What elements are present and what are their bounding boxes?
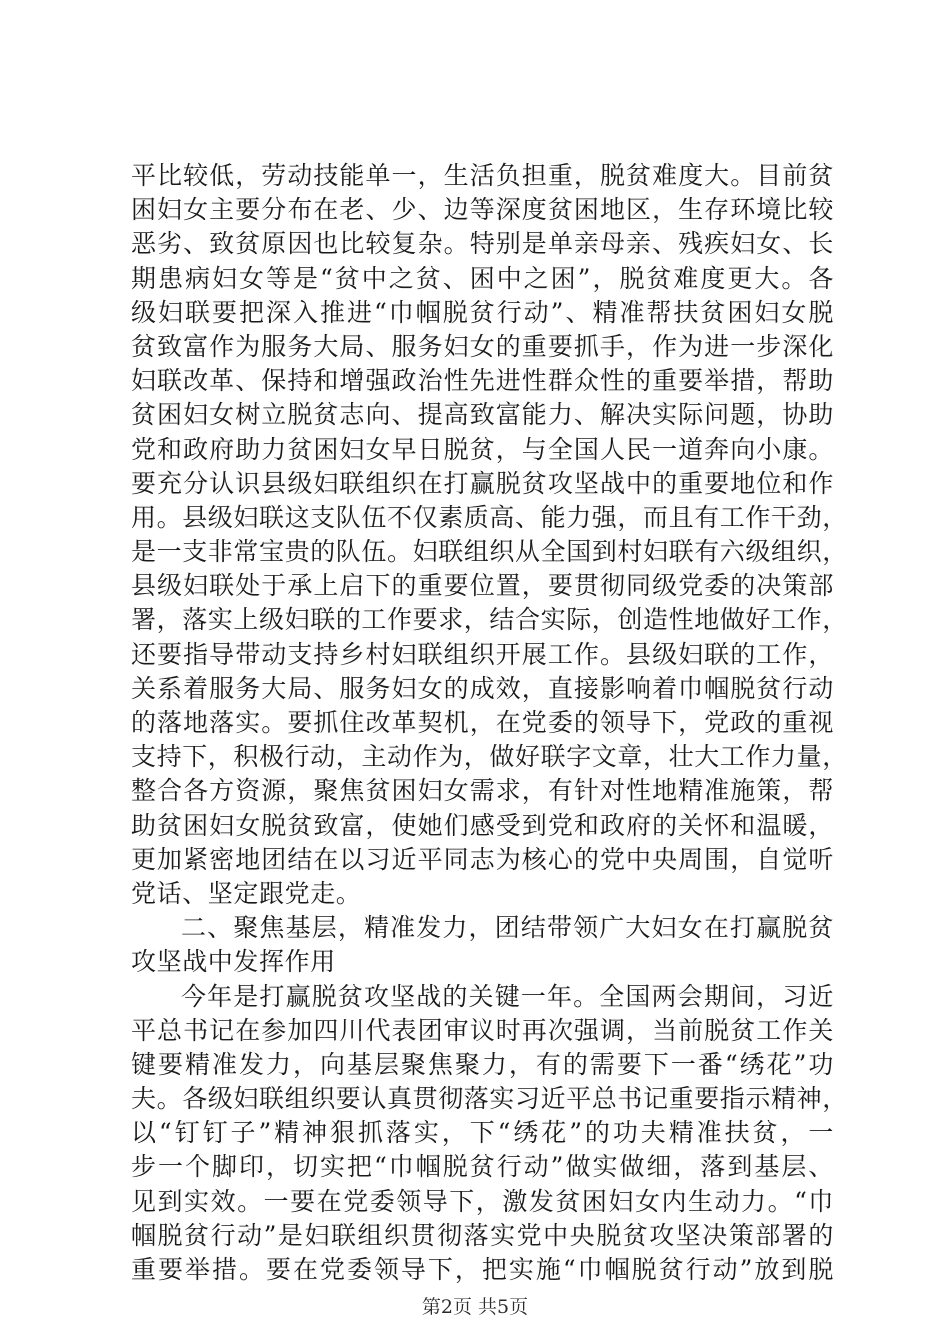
- text-line: 以“钉钉子”精神狠抓落实，下“绣花”的功夫精准扶贫，一: [131, 1118, 834, 1148]
- text-line: 贫困妇女树立脱贫志向、提高致富能力、解决实际问题，协助: [131, 400, 834, 430]
- text-line: 党话、坚定跟党走。: [131, 878, 362, 908]
- text-line: 今年是打赢脱贫攻坚战的关键一年。全国两会期间，习近: [181, 981, 834, 1011]
- text-line: 是一支非常宝贵的队伍。妇联组织从全国到村妇联有六级组织，: [131, 537, 848, 567]
- text-line: 署，落实上级妇联的工作要求，结合实际，创造性地做好工作，: [131, 605, 848, 635]
- text-line: 要充分认识县级妇联组织在打赢脱贫攻坚战中的重要地位和作: [131, 468, 834, 498]
- text-line: 困妇女主要分布在老、少、边等深度贫困地区，生存环境比较: [131, 195, 834, 225]
- text-line: 键要精准发力，向基层聚焦聚力，有的需要下一番“绣花”功: [131, 1049, 834, 1079]
- text-line: 关系着服务大局、服务妇女的成效，直接影响着巾帼脱贫行动: [131, 673, 834, 703]
- text-line: 妇联改革、保持和增强政治性先进性群众性的重要举措，帮助: [131, 366, 834, 396]
- text-line: 级妇联要把深入推进“巾帼脱贫行动”、精准帮扶贫困妇女脱: [131, 297, 834, 327]
- text-line: 县级妇联处于承上启下的重要位置，要贯彻同级党委的决策部: [131, 571, 834, 601]
- page-number-footer: 第2页 共5页: [421, 1296, 529, 1318]
- text-line: 帼脱贫行动”是妇联组织贯彻落实党中央脱贫攻坚决策部署的: [131, 1220, 834, 1250]
- text-line: 平总书记在参加四川代表团审议时再次强调，当前脱贫工作关: [131, 1015, 834, 1045]
- text-line: 党和政府助力贫困妇女早日脱贫，与全国人民一道奔向小康。: [131, 434, 834, 464]
- section-heading-line: 二、聚焦基层，精准发力，团结带领广大妇女在打赢脱贫: [181, 913, 834, 943]
- text-line: 贫致富作为服务大局、服务妇女的重要抓手，作为进一步深化: [131, 331, 834, 361]
- text-line: 夫。各级妇联组织要认真贯彻落实习近平总书记重要指示精神，: [131, 1084, 848, 1114]
- text-line: 用。县级妇联这支队伍不仅素质高、能力强，而且有工作干劲，: [131, 502, 848, 532]
- text-line: 的落地落实。要抓住改革契机，在党委的领导下，党政的重视: [131, 708, 834, 737]
- text-line: 恶劣、致贫原因也比较复杂。特别是单亲母亲、残疾妇女、长: [131, 229, 834, 259]
- text-line: 步一个脚印，切实把“巾帼脱贫行动”做实做细，落到基层、: [131, 1152, 834, 1182]
- section-heading-line: 攻坚战中发挥作用: [131, 947, 336, 977]
- text-line: 重要举措。要在党委领导下，把实施“巾帼脱贫行动”放到脱: [131, 1255, 834, 1284]
- body-text: [131, 159, 848, 1287]
- text-line: 见到实效。一要在党委领导下，激发贫困妇女内生动力。“巾: [131, 1186, 834, 1216]
- text-line: 支持下，积极行动，主动作为，做好联字文章，壮大工作力量，: [131, 742, 848, 772]
- text-line: 平比较低，劳动技能单一，生活负担重，脱贫难度大。目前贫: [131, 161, 834, 190]
- text-line: 还要指导带动支持乡村妇联组织开展工作。县级妇联的工作，: [131, 639, 834, 669]
- text-line: 更加紧密地团结在以习近平同志为核心的党中央周围，自觉听: [131, 844, 834, 874]
- text-line: 助贫困妇女脱贫致富，使她们感受到党和政府的关怀和温暖，: [131, 810, 834, 840]
- text-line: 期患病妇女等是“贫中之贫、困中之困”，脱贫难度更大。各: [131, 263, 834, 293]
- text-line: 整合各方资源，聚焦贫困妇女需求，有针对性地精准施策，帮: [131, 776, 834, 806]
